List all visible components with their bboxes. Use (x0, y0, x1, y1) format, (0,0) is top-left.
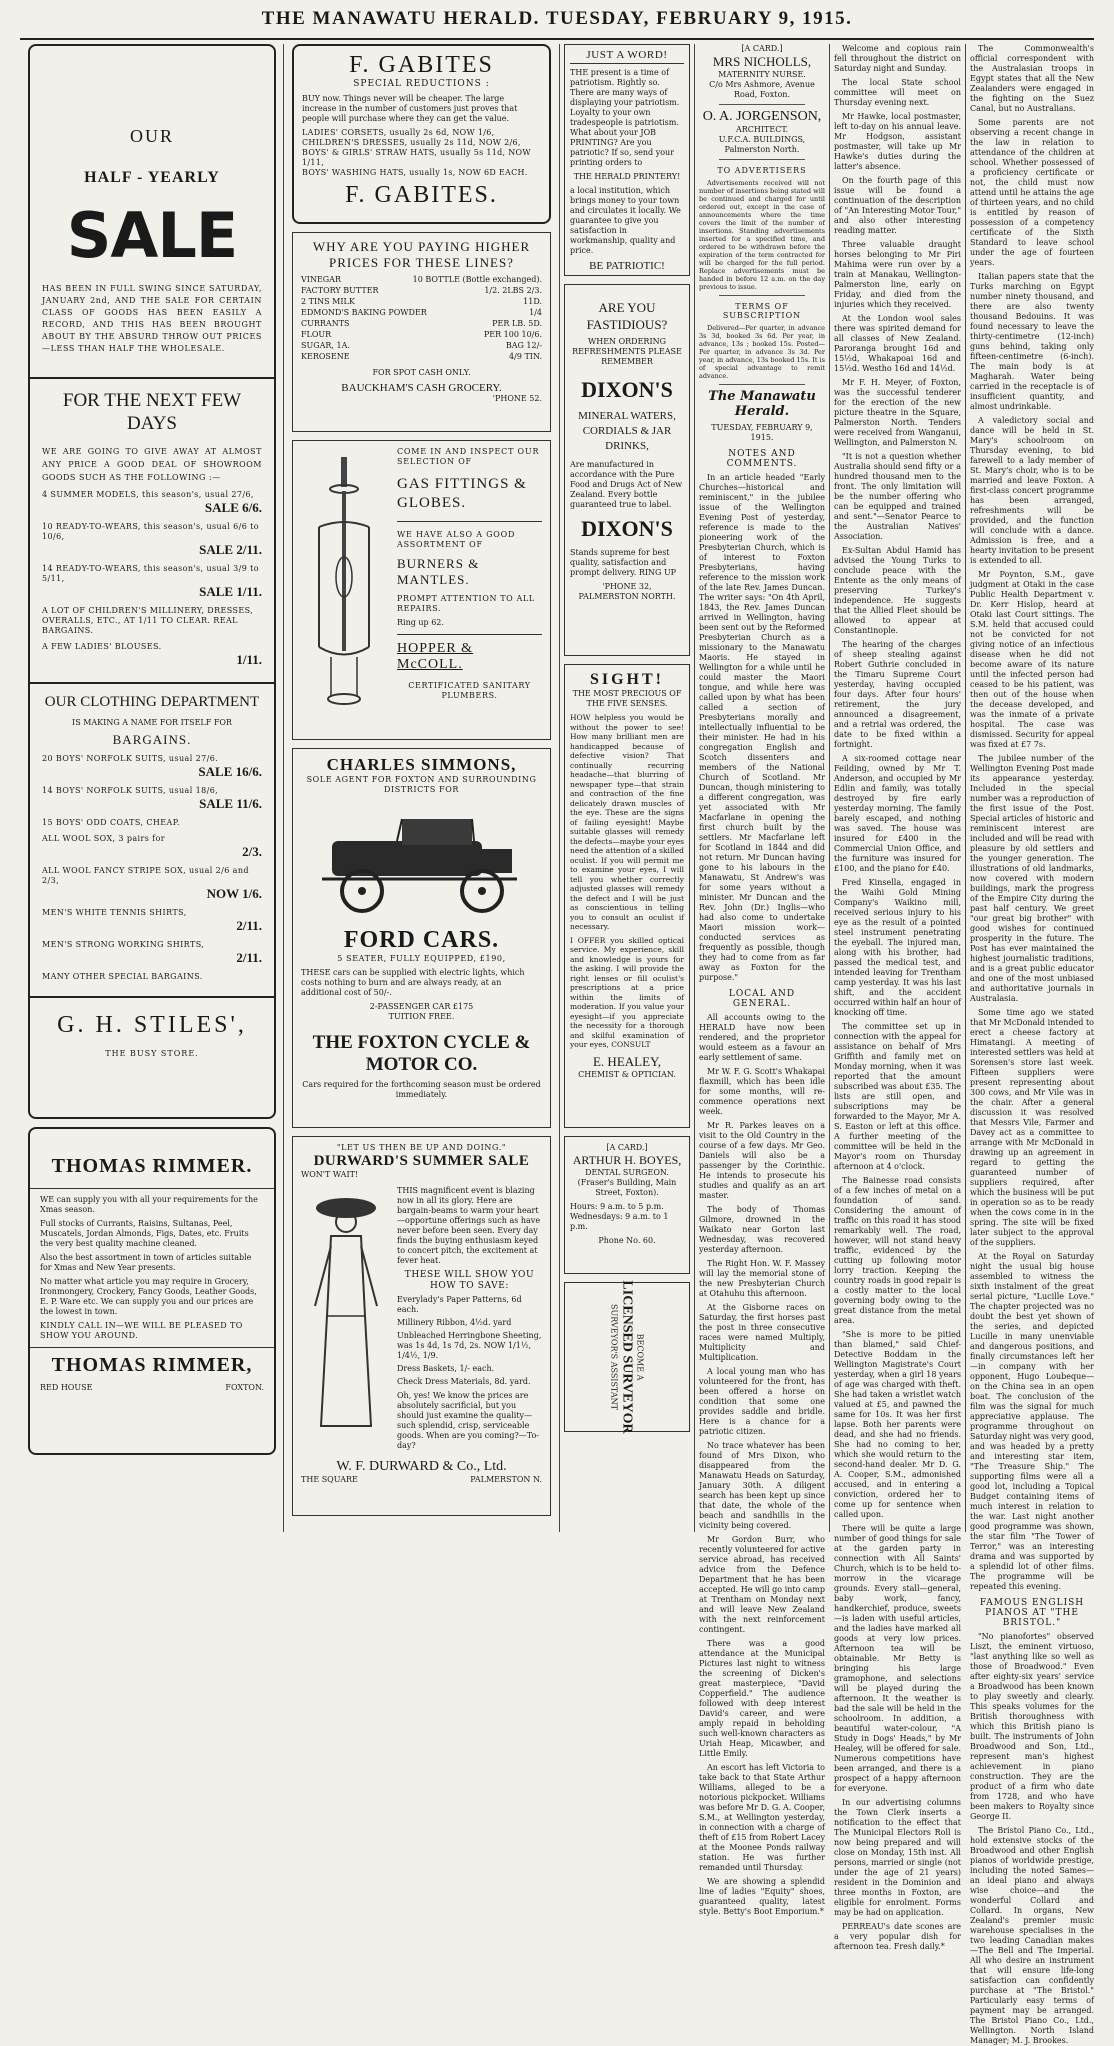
column-rule (694, 44, 695, 1532)
news-item: "No pianofortes" observed Liszt, the eminent virtuoso, "last anything like so well as those of Broadwood." Even after eighty-six years' service a Broadwood has been known to play sweetly and clearly. This speaks volumes for the British thoroughness with which this British piano is built. The instruments of John Broadwood and Son, Ltd., represent man's highest achievement in piano construction. They are the product of a firm who date from 1728, and who have been makers to Royalty since George II. (970, 1632, 1094, 1821)
item-description: MANY OTHER SPECIAL BARGAINS. (42, 972, 203, 981)
hopper-divider (397, 634, 542, 635)
local-item: Mr W. F. G. Scott's Whakapai flaxmill, which has been idle for some months, will re-commence operations next week. (699, 1067, 825, 1116)
column-rule (829, 44, 830, 1532)
ford-two-passenger: 2-PASSENGER CAR £175 (369, 1002, 474, 1011)
price-row (42, 642, 262, 668)
news-item: The Bristol Piano Co., Ltd., hold extensive stocks of the Broadwood and other English pianos of worldwide prestige, including the noted Sames—an ideal piano and always wise choice—and the wonderful Collard and Collard. In organs, New Zealand's premier music warehouse specialises in the two leading Canadian makes—The Bell and The Imperial. All who desire an instrument that will ensure life-long satisfaction can confidently purchase at "The Bristol." Particularly easy terms of payment may be arranged. The Bristol Piano Co., Ltd., Wellington. North Island Manager; M. J. Brookes. (970, 1826, 1094, 2045)
gabites-list (302, 128, 541, 178)
rimmer-address-1: RED HOUSE (40, 1383, 93, 1392)
bauckham-heading: WHY ARE YOU PAYING HIGHER PRICES FOR THESE LINES? (312, 239, 531, 270)
news-item: Fred Kinsella, engaged in the Waihi Gold Mining Company's Waikino mill, received serious injury to his eye as the result of a pointed steel instrument penetrating the eyeball. The injured man, along with his brother, had passed the medical test, and intended leaving for Trentham camp yesterday. It was his last shift, and the accident occurred within half an hour of knocking off time. (834, 878, 961, 1017)
news-item: Mr Hawke, local postmaster, left to-day on his annual leave. Mr Hodgson, assistant postmaster, will take up Mr Hawke's duties during the latter's absence. (834, 112, 961, 171)
bauckham-row (301, 275, 542, 285)
rimmer-line-2: Full stocks of Currants, Raisins, Sultanas, Peel, Muscatels, Jordan Almonds, Figs, Dates, etc. Fruits the very best quality machine cleaned. (40, 1219, 249, 1248)
dixon-phone: 'PHONE 32, (602, 582, 652, 591)
stiles-divider (30, 996, 274, 998)
nicholls-name: MRS NICHOLLS, (712, 54, 812, 69)
item-description: FACTORY BUTTER (301, 286, 379, 295)
item-price: SALE 1/11. (199, 584, 262, 599)
news-item: On the fourth page of this issue will be found a continuation of the description of "An Interesting Motor Tour," and also other interesting reading matter. (834, 176, 961, 235)
healey-title: CHEMIST & OPTICIAN. (578, 1069, 676, 1079)
surveyor-title: LICENSED SURVEYOR (620, 1280, 635, 1434)
masthead-rule (20, 38, 1094, 40)
rimmer-address-2: FOXTON. (225, 1383, 264, 1392)
item-description: ALL WOOL SOX, 3 pairs for (42, 834, 165, 843)
column-5 (834, 44, 961, 1951)
durward-address-1: THE SQUARE (301, 1475, 358, 1484)
gabites-body: BUY now. Things never will be cheaper. The large increase in the number of customers just proves that people will purchase where they can get the value. (302, 94, 518, 123)
news-item: Mr Poynton, S.M., gave judgment at Otaki in the case Public Health Department v. Dr. Kerr Hislop, heard at Otaki last Court sittings. The S.M. held that accused could not be convicted for not giving notice of an infectious disease when he did not become aware of its nature until the infected person had ceased to be his patient, was then out of the house when the decease developed, and was the inmate of a private hospital. The case was dismissed. Security for appeal was fixed at £7 7s. (970, 570, 1094, 749)
dixon-mineral: MINERAL WATERS, CORDIALS & JAR DRINKS, (578, 410, 676, 452)
item-price: 2/3. (242, 844, 262, 859)
stiles-name: G. H. STILES', (57, 1012, 247, 1038)
ford-cars-heading: FORD CARS. (343, 927, 500, 953)
local-item: Mr R. Parkes leaves on a visit to the Old Country in the course of a few days. Mr Geo. Daniels will also be a passenger by the Corinthic. He intends to prosecute his studies and qualify as an art master. (699, 1121, 825, 1200)
item-description: MEN'S STRONG WORKING SHIRTS, (42, 940, 205, 949)
stiles-divider (30, 377, 274, 379)
price-row (42, 754, 262, 780)
news-item: In our advertising columns the Town Clerk inserts a notification to the effect that The Municipal Electors Roll is now being prepared and will close on Monday, 15th inst. All persons, married or single (not under the age of 21 years) resident in the Dominion and three months in Foxton, are eligible for enrolment. Forms may be had on application. (834, 1798, 961, 1917)
item-price: PER LB. 5D. (492, 319, 542, 328)
rimmer-advert (28, 1127, 276, 1455)
column-rule (283, 44, 284, 1532)
notes-heading: NOTES AND COMMENTS. (726, 449, 798, 469)
rimmer-line-5: KINDLY CALL IN—WE WILL BE PLEASED TO SHOW YOU AROUND. (40, 1321, 243, 1340)
surveyor-become: BECOME A (636, 1333, 645, 1381)
editorial-date: TUESDAY, FEBRUARY 9, 1915. (711, 423, 813, 442)
durward-address-2: PALMERSTON N. (470, 1475, 542, 1484)
item-price: 4/9 TIN. (509, 352, 542, 361)
bauckham-row (301, 319, 542, 329)
price-row (42, 606, 262, 636)
price-row (42, 490, 262, 516)
price-row (42, 818, 262, 828)
local-item: We are showing a splendid line of ladies "Equity" shoes, guaranteed quality, latest style. Betty's Boot Emporium.* (699, 1877, 825, 1916)
hopper-name: HOPPER & McCOLL. (397, 641, 474, 672)
piano-heading: FAMOUS ENGLISH PIANOS AT "THE BRISTOL." (979, 1598, 1085, 1628)
be-patriotic: BE PATRIOTIC! (589, 260, 665, 272)
bauckham-list (301, 275, 542, 362)
hopper-also: WE HAVE ALSO A GOOD ASSORTMENT OF (397, 530, 516, 549)
rimmer-line-4: No matter what article you may require in Grocery, Ironmongery, Crockery, Fancy Goods, Leather Goods, E. P. Ware etc. We can supply you and our prices are the lowest in town. (40, 1277, 257, 1316)
rimmer-line-1: WE can supply you with all your requirements for the Xmas season. (40, 1195, 258, 1214)
stiles-intro: HAS BEEN IN FULL SWING SINCE SATURDAY, JANUARY 2nd, AND THE SALE FOR CERTAIN CLASS OF GOODS HAS BEEN EASILY A RECORD, AND THIS HAS BEEN BROUGHT ABOUT BY THE ABSURD THROW OUT PRICES—LESS THAN HALF THE WHOLESALE. (42, 284, 262, 353)
separator (719, 159, 805, 160)
durward-advert (292, 1136, 551, 1516)
item-description: 15 BOYS' ODD COATS, CHEAP. (42, 818, 180, 827)
item-description: EDMOND'S BAKING POWDER (301, 308, 427, 317)
stiles-list-1 (42, 490, 262, 668)
price-row (42, 972, 262, 982)
bauckham-row (301, 308, 542, 318)
news-item: Mr F. H. Meyer, of Foxton, was the successful tenderer for the erection of the new picture theatre in the Square, Palmerston North. Tenders were received from Wanganui, Wellington, and Palmerston N. (834, 378, 961, 447)
durward-heading: DURWARD'S SUMMER SALE (313, 1153, 530, 1169)
item-price: 2/11. (236, 918, 262, 933)
durward-show: THESE WILL SHOW YOU HOW TO SAVE: (404, 1270, 535, 1291)
news-item: "It is not a question whether Australia should send fifty or a hundred thousand men to the front. The only limitation will be the number offering who can be equipped and trained and sent."—Senator Pearce to the Australian Natives' Association. (834, 452, 961, 541)
local-item: At the Gisborne races on Saturday, the first horses past the post in three consecutive races were named Multiply, Multiplicity and Multiplication. (699, 1303, 825, 1362)
gabites-item: CHILDREN'S DRESSES, usually 2s 11d, NOW 2/6, (302, 138, 521, 147)
local-item: There was a good attendance at the Municipal Pictures last night to witness the screening of Dicken's great masterpiece, "David Copperfield." The audience followed with deep interest David's career, and were amply repaid in beholding such well-known characters as Uriah Heap, Micawber, and Little Emily. (699, 1639, 825, 1758)
item-price: NOW 1/6. (206, 886, 262, 901)
news-item: A valedictory social and dance will be held in St. Mary's schoolroom on Thursday evening, to bid farewell to a lady member of St. Mary's choir, who is to be married and leave Foxton. A first-class concert programme has been arranged, refreshments will be provided, and the function will conclude with a dance. Admission is free, and a hearty invitation to be present is extended to all. (970, 416, 1094, 565)
subscription-heading: TERMS OF SUBSCRIPTION (722, 302, 802, 320)
rimmer-name: THOMAS RIMMER. (51, 1155, 253, 1177)
price-row (42, 908, 262, 934)
masthead: THE MANAWATU HERALD. TUESDAY, FEBRUARY 9, 1915. (261, 8, 853, 29)
item-description: VINEGAR (301, 275, 341, 284)
bauckham-row (301, 330, 542, 340)
item-price: 11D. (523, 297, 542, 306)
jorgenson-address: U.F.C.A. BUILDINGS, Palmerston North. (718, 135, 806, 154)
ford-tuition: TUITION FREE. (388, 1012, 455, 1021)
item-description: A LOT OF CHILDREN'S MILLINERY, DRESSES, OVERALLS, ETC., AT 1/11 TO CLEAR. REAL BARGAINS. (42, 606, 254, 635)
job-printing-heading: JUST A WORD! (570, 49, 684, 64)
dixon-when: WHEN ORDERING REFRESHMENTS PLEASE REMEMBER (572, 337, 682, 366)
column-1 (28, 44, 276, 1532)
bauckham-row (301, 352, 542, 362)
rimmer-divider (30, 1188, 274, 1189)
bauckham-cash: FOR SPOT CASH ONLY. (372, 368, 471, 377)
sight-body: HOW helpless you would be without the power to see! How many brilliant men are handicapped because of defective vision? That continually recurring headache—that blurring of newspaper type—that strain and contraction of the fine delicately drawn muscles of the eye. These are the signs of failing eyesight! Maybe suitable glasses will remedy the defects—maybe your eyes need the attention of a skilled oculist. If you will permit me to examine your eyes, I will tell you whether correctly adjusted glasses will remedy the defect and I will be just as conscientious in telling you to consult an oculist if necessary. (570, 713, 684, 931)
boyes-title: DENTAL SURGEON. (585, 1168, 669, 1177)
bauckham-row (301, 286, 542, 296)
news-item: The Bainesse road consists of a few inches of metal on a foundation of sand. Considering the amount of traffic on this road it has stood remarkably well. The road, however, will not stand heavy traffic, evidenced by the cutting up following motor lorry traction. Keeping the country roads in good repair is a costly matter to the local governing body owing to the great distance from the metal area. (834, 1176, 961, 1325)
news-item: A six-roomed cottage near Feilding, owned by Mr T. Anderson, and occupied by Mr Edlin and family, was totally destroyed by fire early yesterday morning. The family barely escaped, and nothing was saved. The house was insured for £400 in the Commercial Union Office, and the furniture was insured for £100, and the piano for £40. (834, 754, 961, 873)
stiles-half-yearly: HALF - YEARLY (84, 169, 220, 186)
news-item: The committee set up in connection with the appeal for assistance on behalf of Mrs Griffith and family met on Monday morning, when it was reported that the amount subscribed was about £35. The lists are still open, and subscriptions may be forwarded to the Mayor, Mr A. S. Easton or left at this office. A further meeting of the committee will be held in the Mayor's room on Thursday afternoon at 4 o'clock. (834, 1022, 961, 1171)
hopper-divider (397, 521, 542, 522)
gabites-name-2: F. GABITES. (345, 182, 498, 208)
nicholls-address: C/o Mrs Ashmore, Avenue Road, Foxton. (709, 80, 815, 99)
price-row (42, 940, 262, 966)
hopper-ring: Ring up 62. (397, 618, 444, 627)
item-price: SALE 11/6. (199, 796, 262, 811)
item-price: 10 BOTTLE (Bottle exchanged). (412, 275, 542, 284)
separator (719, 104, 805, 105)
bauckham-phone: 'PHONE 52. (492, 394, 542, 403)
stiles-next-body: WE ARE GOING TO GIVE AWAY AT ALMOST ANY PRICE A GOOD DEAL OF SHOWROOM GOODS SUCH AS THE FOLLOWING :— (42, 447, 262, 482)
sight-sub: THE MOST PRECIOUS OF THE FIVE SENSES. (572, 689, 682, 708)
item-description: MEN'S WHITE TENNIS SHIRTS, (42, 908, 187, 917)
stiles-list-2 (42, 754, 262, 982)
column-4 (699, 44, 825, 1916)
hopper-advert (292, 440, 551, 740)
item-description: CURRANTS (301, 319, 350, 328)
rimmer-divider (30, 1347, 274, 1348)
price-row (42, 866, 262, 902)
gabites-name: F. GABITES (349, 52, 494, 78)
news-item: Italian papers state that the Turks marching on Egypt number ninety thousand, and there are also twenty thousand Bedouins. It was found necessary to leave the thirty-centimetre (12-inch) guns behind, taking only fifteen-centimetre (6-inch). The main body is at Magharah. Water being carried in the receptacle is of insufficient quantity, and almost undrinkable. (970, 272, 1094, 411)
gabites-item: BOYS' & GIRLS' STRAW HATS, usually 5s 11d, NOW 1/11, (302, 148, 531, 167)
job-printing-body: THE present is a time of patriotism. Rightly so. There are many ways of displaying your patriotism. Loyalty to your own tradespeople is patriotism. What about your JOB PRINTING? Are you patriotic? If so, send your printing orders to (570, 68, 680, 167)
subscription-body: Delivered—Per quarter, in advance 3s 3d, booked 3s 6d. Per year, in advance, 13s ; booked 15s. Posted—Per quarter, in advance 3s 3d. Per year, in advance, 13s booked 15s. It is of special advantage to remit advance. (699, 324, 825, 380)
dixon-question: ARE YOU FASTIDIOUS? (586, 300, 668, 332)
healey-name: E. HEALEY, (592, 1053, 661, 1069)
boyes-hours: Hours: 9 a.m. to 5 p.m. Wednesdays: 9 a.m. to 1 p.m. (570, 1202, 669, 1231)
stiles-bargains: BARGAINS. (112, 732, 192, 747)
sight-body-2: I OFFER you skilled optical service. My experience, skill and knowledge is yours for the asking. I will provide the right lenses or fill oculist's prescriptions at a price within the limits of moderation. If you value your eyesight—if you appreciate the necessity for a thorough and skilful examination of your eyes, CONSULT (570, 935, 684, 1049)
item-price: SALE 16/6. (198, 764, 262, 779)
item-description: 4 SUMMER MODELS, this season's, usual 27/6, (42, 490, 254, 499)
gabites-advert (292, 44, 551, 224)
price-row (42, 564, 262, 600)
price-row (42, 786, 262, 812)
rimmer-name-2: THOMAS RIMMER, (51, 1354, 253, 1376)
hopper-burners: BURNERS & MANTLES. (397, 556, 480, 587)
jorgenson-name: O. A. JORGENSON, (702, 109, 822, 124)
dixon-advert (564, 284, 690, 656)
newspaper-name: The Manawatu Herald. (708, 389, 816, 419)
bauckham-name: BAUCKHAM'S CASH GROCERY. (341, 382, 502, 394)
item-description: 14 BOYS' NORFOLK SUITS, usual 18/6, (42, 786, 219, 795)
news-item: "She is more to be pitied than blamed," said Chief-Detective Boddam in the Wellington Magistrate's Court yesterday, when a girl 18 years of age was charged with theft. She had taken a wristlet watch valued at £5, and pawned the same for 10s. It was her first lapse. Both her parents were dead, and she had no friends. She had no coming to her, which she would return to the second-hand dealer. Mr D. G. A. Cooper, S.M., admonished accused, and in entering a conviction, ordered her to come up for sentence when called upon. (834, 1330, 961, 1519)
simmons-name: CHARLES SIMMONS, (326, 755, 517, 774)
boyes-advert (564, 1136, 690, 1274)
gas-fitting-illustration (301, 447, 391, 717)
column-3 (564, 44, 690, 1532)
nicholls-nurse: MATERNITY NURSE. (718, 70, 806, 79)
item-price: SALE 2/11. (199, 542, 262, 557)
durward-item: Check Dress Materials, 8d. yard. (397, 1377, 531, 1386)
price-row (42, 834, 262, 860)
hopper-cert: CERTIFICATED SANITARY PLUMBERS. (408, 681, 531, 700)
job-printing-advert (564, 44, 690, 276)
ford-car-icon (302, 801, 541, 921)
item-price: 2/11. (236, 950, 262, 965)
rimmer-line-3: Also the best assortment in town of articles suitable for Xmas and New Year presents. (40, 1253, 252, 1272)
durward-body: THIS magnificent event is blazing now in all its glory. Here are bargain-beams to warm your heart—opportune offerings such as have never before been seen. Every day finds the buying enthusiasm keyed to concert pitch, the excitement at fever heat. (397, 1186, 541, 1265)
ford-body: THESE cars can be supplied with electric lights, which costs nothing to burn and are always ready, at an additional cost of 50/-. (301, 968, 525, 997)
jorgenson-title: ARCHITECT. (735, 125, 789, 134)
durward-item: Unbleached Herringbone Sheeting, was 1s 4d, 1s 7d, 2s. NOW 1/1½, 1/4½, 1/9. (397, 1331, 542, 1360)
gabites-item: BOYS' WASHING HATS, usually 1s, NOW 6D EACH. (302, 168, 528, 177)
column-2 (292, 44, 551, 1532)
column-6 (970, 44, 1094, 2045)
local-item: The Right Hon. W. F. Massey will lay the memorial stone of the new Presbyterian Church at Otahuhu this afternoon. (699, 1259, 825, 1298)
durward-item: Millinery Ribbon, 4½d. yard (397, 1318, 512, 1327)
price-row (42, 522, 262, 558)
item-description: 10 READY-TO-WEARS, this season's, usual 6/6 to 10/6, (42, 522, 259, 541)
item-description: ALL WOOL FANCY STRIPE SOX, usual 2/6 and 2/3, (42, 866, 249, 885)
news-item: At the Royal on Saturday night the usual big house assembled to witness the sixth instalment of the great serial picture, "Lucille Love." The chapter projected was no doubt the best yet shown of the series, and depicted Lucille in many unenviable and dangerous positions, and finally circumstances left her—in company with her opponent, Hugo Loubeque—on the China sea in an open boat. The conclusion of the film was the signal for much appreciative applause. The programme throughout on Saturday night was very good, and was headed by a pretty and interesting star item, "The Treasure Ship." The supporting films were all a good lot, including a Topical Budget containing items of much interest in relation to the war. Last night another good programme was shown, the star film "The Tower of Terror," was an interesting drama and was supported by a splendid lot of other films. The programme will be repeated this evening. (970, 1252, 1094, 1591)
item-description: KEROSENE (301, 352, 350, 361)
column-rule (559, 44, 560, 1532)
item-description: 20 BOYS' NORFOLK SUITS, usual 27/6. (42, 754, 219, 763)
stiles-next-heading: FOR THE NEXT FEW DAYS (62, 390, 242, 434)
dixon-name-2: DIXON'S (581, 516, 673, 541)
nicholls-card: [A CARD.] (741, 44, 783, 53)
local-item: A local young man who has volunteered for the front, has been offered a horse on condition that some one provides saddle and bridle. Here is a chance for a patriotic citizen. (699, 1367, 825, 1436)
hopper-heading: COME IN AND INSPECT OUR SELECTION OF (397, 447, 540, 466)
item-description: A FEW LADIES' BLOUSES. (42, 642, 162, 651)
news-item: The jubilee number of the Wellington Evening Post made its appearance yesterday. Included in the special number was a reproduction of the first issue of the Post. Special articles of historic and reminiscent interest are included and will be read with pleasure by old settlers and the younger generation. The illustrations of old landmarks, now covered with modern buildings, mark the progress of the Empire City during the past half century. We greet "our great big brother" with good wishes for continued prosperity in the future. The Post has ever maintained the highest journalistic traditions, and is a great public educator and one of the most unbiased and authoritative journals in Australasia. (970, 754, 1094, 1003)
news-item: PERREAU's date scones are a very popular dish for afternoon tea. Fresh daily.* (834, 1922, 961, 1951)
bauckham-row (301, 297, 542, 307)
gabites-item: LADIES' CORSETS, usually 2s 6d, NOW 1/6, (302, 128, 495, 137)
separator (719, 295, 805, 296)
item-description: SUGAR, 1A. (301, 341, 350, 350)
stiles-clothing-sub: IS MAKING A NAME FOR ITSELF FOR (72, 718, 232, 727)
local-item: All accounts owing to the HERALD have now been rendered, and the proprietor would esteem as a favour an early settlement of same. (699, 1013, 825, 1062)
job-printing-herald: THE HERALD PRINTERY! (573, 172, 681, 181)
item-price: SALE 6/6. (204, 500, 262, 515)
surveyor-advert (564, 1282, 690, 1432)
news-item: The hearing of the charges of sheep stealing against Robert Guthrie concluded in the Timaru Supreme Court yesterday, having occupied four days. After four hours' retirement, the jury announced a disagreement, and a retrial was ordered, the date to be fixed within a fortnight. (834, 640, 961, 749)
item-price: 1/2. 2LBS 2/3. (484, 286, 542, 295)
bauckham-row (301, 341, 542, 351)
durward-top: "LET US THEN BE UP AND DOING." (336, 1143, 507, 1152)
dixon-name: DIXON'S (581, 377, 673, 402)
dixon-town: PALMERSTON NORTH. (578, 592, 676, 601)
item-price: BAG 12/- (505, 341, 542, 350)
hopper-gas: GAS FITTINGS & GLOBES. (397, 476, 527, 511)
durward-list (397, 1295, 542, 1387)
news-item: Welcome and copious rain fell throughout the district on Saturday night and Sunday. (834, 44, 961, 73)
column-rule (965, 44, 966, 1532)
sight-heading: SIGHT! (589, 671, 664, 688)
dixon-made: Are manufactured in accordance with the Pure Food and Drugs Act of New Zealand. Every bottle guaranteed true to label. (570, 460, 683, 509)
news-item: Some parents are not observing a recent change in the law in relation to attendance of the children at school. Whether possessed of a proficiency certificate or not, the child must now attend until he attains the age of thirteen years, and no child is entitled by reason of possession of a competency certificate of the Sixth Standard to leave school under the age of fourteen years. (970, 118, 1094, 267)
dixon-stands: Stands supreme for best quality, satisfaction and prompt delivery. RING UP (570, 548, 677, 577)
news-item: Three valuable draught horses belonging to Mr Piri Mahima were run over by a train at Manakau, Wellington-Palmerston line, early on Friday, and died from the injuries which they received. (834, 240, 961, 309)
item-description: 14 READY-TO-WEARS, this season's, usual 3/9 to 5/11, (42, 564, 259, 583)
durward-item: Dress Baskets, 1/- each. (397, 1364, 495, 1373)
ford-seater: 5 SEATER, FULLY EQUIPPED, £190, (337, 954, 506, 963)
item-description: FLOUR (301, 330, 332, 339)
durward-wont-wait: WON'T WAIT! (301, 1170, 359, 1179)
stiles-our: OUR (129, 126, 174, 146)
simmons-sub: SOLE AGENT FOR FOXTON AND SURROUNDING DISTRICTS FOR (306, 775, 537, 794)
gas-lamp-icon (301, 447, 387, 717)
stiles-tagline: THE BUSY STORE. (105, 1049, 199, 1058)
news-item: At the London wool sales there was spirited demand for all classes of New Zealand. Paroranga brought 16d and 15½d, Whakapoai 16d and 15½d. Westho 16d and 14½d. (834, 314, 961, 373)
durward-item: Everylady's Paper Patterns, 6d each. (397, 1295, 522, 1314)
stiles-divider (30, 682, 274, 684)
local-item: Mr Gordon Burr, who recently volunteered for active service abroad, has received advice from the Defence Department that he has been accepted. He will go into camp at Trentham on Monday next and will leave New Zealand with the next reinforcement contingent. (699, 1535, 825, 1634)
news-item: The local State school committee will meet on Thursday evening next. (834, 78, 961, 107)
stiles-sale-heading: SALE (66, 199, 238, 272)
news-item: Some time ago we stated that Mr McDonald intended to erect a cheese factory at Himatangi. A meeting of interested settlers was held at Sorensen's store last week. Fifteen suppliers were present representing about 300 cows, and Mr Vile was in the chair. After a general discussion it was resolved that Messrs Vile, Farmer and Davey act as a committee to arrange with Mr McDonald in drawing up an agreement in regard to getting the guaranteed number of suppliers required, after which the business will be put in operation so as to be ready when the cows come in in the spring. The site will be fixed later subject to the approval of the suppliers. (970, 1008, 1094, 1247)
boyes-name: ARTHUR H. BOYES, (572, 1153, 682, 1167)
boyes-card: [A CARD.] (606, 1143, 648, 1152)
hopper-prompt: PROMPT ATTENTION TO ALL REPAIRS. (397, 594, 535, 613)
news-item: The Commonwealth's official correspondent with the Australasian troops in Egypt states that all the New Zealanders were engaged in the fighting on the Suez Canal, but no Australians. (970, 44, 1094, 113)
lady-figure-icon (301, 1186, 391, 1436)
item-description: 2 TINS MILK (301, 297, 355, 306)
local-general-heading: LOCAL AND GENERAL. (728, 989, 796, 1009)
advertisers-heading: TO ADVERTISERS (717, 166, 807, 175)
simmons-orders: Cars required for the forthcoming season must be ordered immediately. (302, 1080, 541, 1099)
advertisers-body: Advertisements received will not number of insertions being stated will be continued and charged for until ordered out, except in the case of announcements where the time covers the limit of the number of insertions. Standing advertisements inserted for a specified time, and ordered to be withdrawn before the expiration of the term contracted for will be charged for the full period. Replace advertisements must be handed in before 12 a.m. on the day previous to issue. (699, 179, 825, 291)
item-price: PER 100 10/6. (483, 330, 542, 339)
item-price: 1/11. (236, 652, 262, 667)
stiles-advert (28, 44, 276, 1119)
local-item: An escort has left Victoria to take back to that State Arthur Williams, alleged to be a notorious pickpocket. Williams was before Mr D. G. A. Cooper, S.M., at Wellington yesterday, in connection with a charge of theft of £15 from Robert Lacey at the Moonee Ponds railway station. He was further remanded until Thursday. (699, 1763, 825, 1872)
surveyor-sub: SURVEYOR'S ASSISTANT (610, 1304, 619, 1410)
local-item: No trace whatever has been found of Mrs Dixon, who disappeared from the Manawatu Heads on Saturday, January 30th. A diligent search has been kept up since that date, the whole of the beach and sandhills in the vicinity being covered. (699, 1441, 825, 1530)
notes-article: In an article headed "Early Churches—historical and reminiscent," in the jubilee issue of the Wellington Evening Post of yesterday, reference is made to the pioneering work of the Presbyterian Church, which is of interest to Foxton Presbyterians, having reference to the mission work of the late Rev. James Duncan. The writer says: "On 4th April, 1843, the Rev. James Duncan arrived in Wellington, having been sent out by the Reformed Presbyterian Church as a missionary to the Manawatu Maoris. He stayed in Wellington for a while until he could master the Maori tongue, and while here was called upon by what has been called a section of Presbyterians morally and intellectually influential to be their minister. He had in his congregation English and Scotch dissenters and members of the National Church of Scotland. Mr Duncan, though ministering to a different congregation, was yet associated with Mr Macfarlane in opening the first church built by the settlers. Mr Macfarlane left for Scotland in 1844 and did not return. Mr Duncan having gone to his labours in the Manawatu, St Andrew's was for some years without a minister. Mr Duncan and the Rev. John (Dr.) Inglis—who had also come to undertake Maori mission work—conducted services as frequently as possible, though they had to come from as far away as Foxton for the purpose." (699, 473, 825, 982)
boyes-address: (Fraser's Building, Main Street, Foxton). (577, 1178, 677, 1197)
foxton-cycle-name: THE FOXTON CYCLE & MOTOR CO. (312, 1032, 531, 1075)
local-item: The body of Thomas Gilmore, drowned in the Waikato near Gorton last Wednesday, was recovered yesterday afternoon. (699, 1205, 825, 1254)
simmons-advert (292, 748, 551, 1128)
healey-advert (564, 664, 690, 1128)
stiles-clothing-heading: OUR CLOTHING DEPARTMENT (44, 694, 260, 710)
item-price: 1/4 (529, 308, 542, 317)
boyes-phone: Phone No. 60. (598, 1236, 656, 1245)
separator (719, 384, 805, 385)
bauckham-advert (292, 232, 551, 432)
news-item: Ex-Sultan Abdul Hamid has advised the Young Turks to conclude peace with the Entente as the only means of preserving Turkey's independence. He suggests that the Allied Fleet should be allowed to appear at Constantinople. (834, 546, 961, 635)
job-printing-body-2: a local institution, which brings money to your town and circulates it locally. We guarantee to give you satisfaction in workmanship, quality and price. (570, 186, 681, 255)
durward-name: W. F. DURWARD & Co., Ltd. (336, 1459, 507, 1474)
durward-oh: Oh, yes! We know the prices are absolutely sacrificial, but you should just examine the quality—such splendid, crisp, serviceable goods. When are you coming?—To-day? (397, 1391, 540, 1450)
news-item: There will be quite a large number of good things for sale at the garden party in connection with All Saints' Church, which is to be held to-morrow in the vicarage grounds. Every stall—general, baby work, fancy, handkerchief, produce, sweets—is laden with useful articles, and the ladies have marked all goods at very low prices. Afternoon tea will be obtainable. Mr Betty is bringing his large gramophone, and selections will be played during the afternoon. It the weather is bad the sale will be held in the schoolroom. In addition, a beautiful water-colour, "A Study in Dogs' Heads," by Mr Healey, will be offered for sale. Numerous competitions have been arranged, and there is a prospect of a happy afternoon for everyone. (834, 1524, 961, 1793)
gabites-sub: SPECIAL REDUCTIONS : (353, 79, 490, 89)
